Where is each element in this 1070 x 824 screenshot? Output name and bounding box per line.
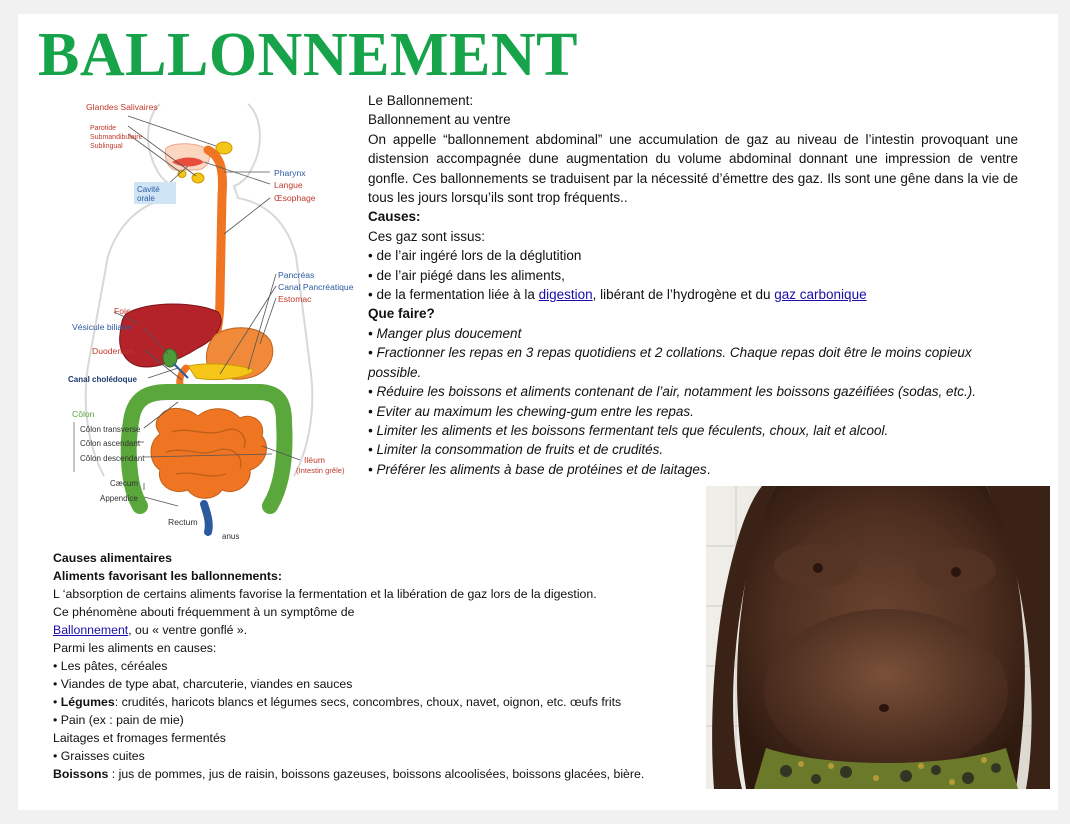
que-faire-item: • Manger plus doucement — [368, 324, 1018, 343]
que-faire-item: • Limiter les aliments et les boissons fermentant tels que féculents, choux, lait et alcool. — [368, 421, 1018, 440]
label-sublingual: Sublingual — [90, 143, 123, 150]
que-faire-item: • Limiter la consommation de fruits et de crudités. — [368, 440, 1018, 459]
food-list — [53, 657, 703, 729]
food-causes-heading: Causes alimentaires — [53, 551, 172, 565]
label-canal-pancreatique: Canal Pancréatique — [278, 282, 354, 292]
causes-item: • de la fermentation liée à la digestion, libérant de l’hydrogène et du gaz carbonique — [368, 285, 1018, 304]
boissons-line: Boissons : jus de pommes, jus de raisin, boissons gazeuses, boissons alcoolisées, boissons glacées, bière. — [53, 767, 645, 781]
food-item: • Pain (ex : pain de mie) — [53, 711, 703, 729]
label-rectum: Rectum — [168, 517, 198, 527]
label-oesophage: Œsophage — [274, 193, 316, 203]
label-canal-choledoque: Canal cholédoque — [68, 375, 137, 384]
document-page — [18, 14, 1058, 810]
label-duodenum: Duodenum — [92, 346, 135, 356]
page-title: BALLONNEMENT — [38, 21, 578, 89]
label-pancreas: Pancréas — [278, 270, 315, 280]
label-colon: Côlon — [72, 409, 95, 419]
ballonnement-link[interactable]: Ballonnement — [53, 623, 129, 637]
parotid-gland-icon — [216, 142, 232, 154]
intro-paragraph: On appelle “ballonnement abdominal” une accumulation de gaz au niveau de l’intestin provoquant une distension accompagnée dune augmentation du volume abdominal donnant une impression de ventre gonfle. Ces ballonnements se traduisent par la nécessité d’émettre des gaz. Ils sont une gêne dans la vie de tous les jours lorsqu’ils sont trop fréquents.. — [368, 131, 1018, 206]
food-causes-p4: Parmi les aliments en causes: — [53, 641, 217, 655]
digestion-link[interactable]: digestion — [538, 287, 593, 303]
label-colon-transverse: Côlon transverse — [80, 425, 141, 434]
label-intestin-grele: (Intestin grêle) — [296, 466, 345, 475]
causes-lead: Ces gaz sont issus: — [368, 228, 486, 244]
abdomen-photo — [706, 486, 1050, 789]
small-intestine-icon — [151, 408, 266, 498]
food-causes-section — [53, 549, 703, 783]
label-foie: Foie — [114, 306, 131, 316]
que-faire-heading: Que faire? — [368, 306, 435, 322]
que-faire-item: • Préférer les aliments à base de protéines et de laitages. — [368, 460, 1018, 479]
label-orale: orale — [137, 194, 155, 203]
intro-line-2: Ballonnement au ventre — [368, 112, 511, 128]
intro-section — [368, 91, 1018, 479]
causes-heading: Causes: — [368, 209, 421, 225]
causes-list — [368, 246, 1018, 304]
food-causes-p3: Ballonnement, ou « ventre gonflé ». — [53, 623, 248, 637]
label-vesicule: Vésicule biliaire — [72, 322, 132, 332]
digestive-system-illustration — [48, 86, 354, 541]
food-item: • Les pâtes, céréales — [53, 657, 703, 675]
causes-item: • de l’air piégé dans les aliments, — [368, 266, 1018, 285]
food-causes-p1: L ‘absorption de certains aliments favorise la fermentation et la libération de gaz lors de la digestion. — [53, 587, 597, 601]
label-langue: Langue — [274, 180, 303, 190]
food-list-2 — [53, 747, 703, 765]
food-item: • Viandes de type abat, charcuterie, viandes en sauces — [53, 675, 703, 693]
gaz-carbonique-link[interactable]: gaz carbonique — [774, 287, 867, 303]
label-appendice: Appendice — [100, 494, 138, 503]
label-anus: anus — [222, 532, 240, 541]
label-estomac: Estomac — [278, 294, 312, 304]
label-colon-ascendant: Côlon ascendant — [80, 439, 141, 448]
label-parotide: Parotide — [90, 125, 117, 132]
food-causes-p5: Laitages et fromages fermentés — [53, 731, 226, 745]
que-faire-item: • Fractionner les repas en 3 repas quotidiens et 2 collations. Chaque repas doit être le moins copieux possible. — [368, 343, 1018, 382]
label-ileum: Iléum — [304, 455, 326, 465]
food-causes-p2: Ce phénomène abouti fréquemment à un symptôme de — [53, 605, 355, 619]
label-submandibulaire: Submandibulaire — [90, 134, 143, 141]
food-causes-subheading: Aliments favorisant les ballonnements: — [53, 569, 282, 583]
que-faire-list — [368, 324, 1018, 479]
food-item: • Légumes: crudités, haricots blancs et légumes secs, concombres, choux, navet, oignon, etc. œufs frits — [53, 693, 703, 711]
causes-item: • de l’air ingéré lors de la déglutition — [368, 246, 1018, 265]
label-pharynx: Pharynx — [274, 168, 306, 178]
label-colon-descendant: Côlon descendant — [80, 454, 145, 463]
label-glandes-salivaires: Glandes Salivaires — [86, 102, 158, 112]
intro-line-1: Le Ballonnement: — [368, 93, 474, 108]
esophagus-icon — [208, 150, 222, 336]
label-caecum: Cæcum — [110, 479, 139, 488]
que-faire-item: • Eviter au maximum les chewing-gum entre les repas. — [368, 402, 1018, 421]
que-faire-item: • Réduire les boissons et aliments contenant de l’air, notamment les boissons gazéifiées (sodas, etc.). — [368, 382, 1018, 401]
food-item: • Graisses cuites — [53, 747, 703, 765]
label-cavite: Cavité — [137, 185, 160, 194]
